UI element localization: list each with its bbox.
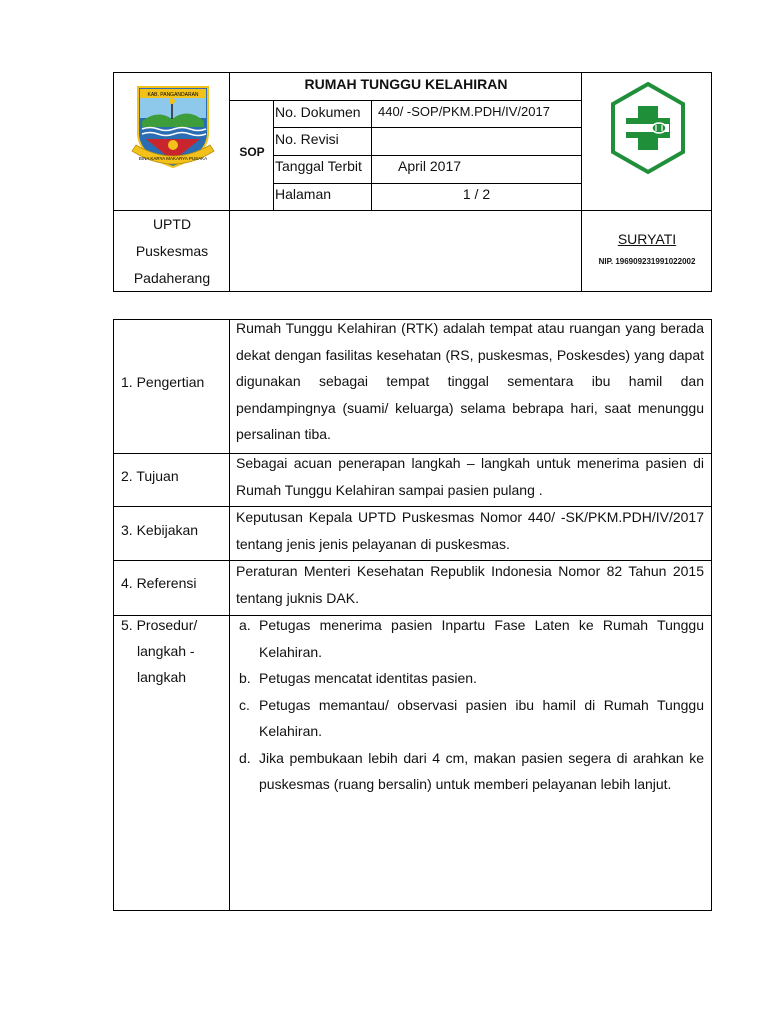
list-marker: c. — [239, 696, 250, 713]
section-text-policy: Keputusan Kepala UPTD Puskesmas Nomor 440/ -SK/PKM.PDH/IV/2017 tentang jenis jenis pelayanan di puskesmas. — [236, 509, 704, 552]
list-marker: d. — [239, 749, 251, 766]
list-marker: b. — [239, 670, 251, 686]
section-text-definition: Rumah Tunggu Kelahiran (RTK) adalah tempat atau ruangan yang berada dekat dengan fasilitas kesehatan (RS, puskesmas, Poskesdes) yang dapat digunakan sebagai tempat tinggal sementara ibu hamil dan pendampingnya (suami/ keluarga) selama bebrapa hari, saat menunggu persalinan tiba. — [236, 320, 704, 442]
sop-content-table — [113, 319, 712, 911]
label-line: langkah — [137, 669, 187, 685]
list-item — [239, 665, 704, 692]
signer-nip: NIP. 196909231991022002 — [598, 257, 696, 266]
list-item-text: Petugas menerima pasien Inpartu Fase Laten ke Rumah Tunggu Kelahiran. — [259, 617, 704, 660]
section-label-purpose: 2. Tujuan — [121, 468, 179, 484]
sop-header-table — [113, 72, 712, 292]
logo-top-text: KAB. PANGANDARAN — [147, 92, 199, 98]
list-item — [239, 692, 704, 745]
puskesmas-logo — [607, 80, 689, 176]
meta-label-revision: No. Revisi — [275, 131, 339, 147]
unit-line: Puskesmas — [135, 243, 209, 259]
section-label-policy: 3. Kebijakan — [121, 522, 199, 538]
list-item-text: Petugas mencatat identitas pasien. — [259, 670, 477, 686]
list-item — [239, 612, 704, 665]
grid-line — [273, 183, 581, 184]
grid-line — [273, 155, 581, 156]
label-line: langkah - — [137, 643, 195, 659]
meta-value-page: 1 / 2 — [462, 186, 491, 202]
sop-label: SOP — [239, 145, 265, 159]
procedure-list — [239, 612, 704, 798]
regency-emblem-logo — [128, 81, 218, 173]
list-marker: a. — [239, 617, 251, 633]
unit-line: UPTD — [152, 216, 192, 232]
unit-name — [114, 211, 230, 292]
label-line: 5. Prosedur/ — [121, 617, 198, 633]
meta-value-issue-date: April 2017 — [398, 158, 462, 174]
meta-label-issue-date: Tanggal Terbit — [275, 158, 362, 174]
grid-line — [229, 100, 581, 101]
section-label-reference: 4. Referensi — [121, 575, 197, 591]
signer-name: SURYATI — [617, 231, 677, 247]
meta-value-document-number: 440/ -SOP/PKM.PDH/IV/2017 — [378, 104, 550, 119]
list-item-text: Jika pembukaan lebih dari 4 cm, makan pasien segera di arahkan ke puskesmas (ruang bersalin) untuk memberi pelayanan lebih lanjut. — [259, 749, 704, 792]
unit-line: Padaherang — [133, 270, 211, 286]
list-item-text: Petugas memantau/ observasi pasien ibu hamil di Rumah Tunggu Kelahiran. — [259, 696, 704, 739]
section-label-procedure — [114, 612, 229, 690]
document-title: RUMAH TUNGGU KELAHIRAN — [304, 76, 508, 92]
list-item — [239, 745, 704, 798]
section-text-purpose: Sebagai acuan penerapan langkah – langkah untuk menerima pasien di Rumah Tunggu Kelahiran sampai pasien pulang . — [236, 455, 704, 498]
meta-label-document-number: No. Dokumen — [275, 104, 361, 120]
logo-motto-text: BINA KARYA MAKARYA PUSAKA — [138, 156, 208, 161]
meta-label-page: Halaman — [275, 186, 332, 202]
section-label-definition: 1. Pengertian — [121, 374, 205, 390]
grid-line — [273, 127, 581, 128]
section-text-reference: Peraturan Menteri Kesehatan Republik Indonesia Nomor 82 Tahun 2015 tentang juknis DAK. — [236, 563, 704, 606]
